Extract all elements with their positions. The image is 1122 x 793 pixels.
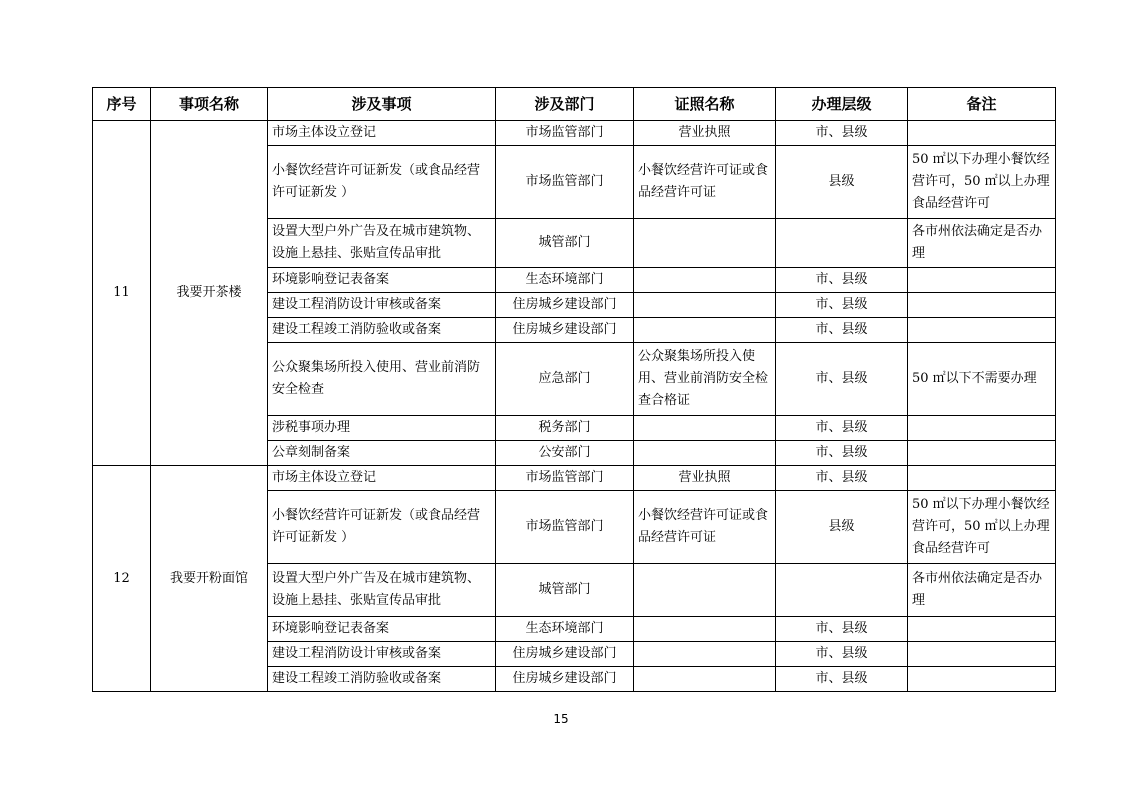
dept-cell: 市场监管部门 xyxy=(496,146,634,219)
item-cell: 设置大型户外广告及在城市建筑物、设施上悬挂、张贴宣传品审批 xyxy=(268,564,496,617)
item-cell: 建设工程消防设计审核或备案 xyxy=(268,293,496,318)
header-dept: 涉及部门 xyxy=(496,88,634,121)
dept-cell: 市场监管部门 xyxy=(496,466,634,491)
table-header-row xyxy=(93,88,1056,121)
note-cell xyxy=(908,617,1056,642)
license-cell xyxy=(634,416,776,441)
dept-cell: 税务部门 xyxy=(496,416,634,441)
note-cell: 50 ㎡以下办理小餐饮经营许可，50 ㎡以上办理食品经营许可 xyxy=(908,146,1056,219)
level-cell: 市、县级 xyxy=(776,318,908,343)
header-name: 事项名称 xyxy=(151,88,268,121)
services-table xyxy=(92,87,1056,692)
level-cell xyxy=(776,564,908,617)
page-number: 15 xyxy=(553,712,569,726)
dept-cell: 住房城乡建设部门 xyxy=(496,318,634,343)
item-cell: 建设工程竣工消防验收或备案 xyxy=(268,318,496,343)
item-cell: 公众聚集场所投入使用、营业前消防安全检查 xyxy=(268,343,496,416)
level-cell: 市、县级 xyxy=(776,441,908,466)
note-cell xyxy=(908,121,1056,146)
note-cell xyxy=(908,268,1056,293)
level-cell xyxy=(776,219,908,268)
item-cell: 公章刻制备案 xyxy=(268,441,496,466)
header-license: 证照名称 xyxy=(634,88,776,121)
level-cell: 市、县级 xyxy=(776,343,908,416)
license-cell: 公众聚集场所投入使用、营业前消防安全检查合格证 xyxy=(634,343,776,416)
header-note: 备注 xyxy=(908,88,1056,121)
dept-cell: 市场监管部门 xyxy=(496,491,634,564)
dept-cell: 市场监管部门 xyxy=(496,121,634,146)
license-cell xyxy=(634,219,776,268)
level-cell: 县级 xyxy=(776,491,908,564)
level-cell: 市、县级 xyxy=(776,121,908,146)
license-cell xyxy=(634,318,776,343)
level-cell: 县级 xyxy=(776,146,908,219)
level-cell: 市、县级 xyxy=(776,268,908,293)
item-cell: 小餐饮经营许可证新发（或食品经营许可证新发 ） xyxy=(268,146,496,219)
license-cell: 小餐饮经营许可证或食品经营许可证 xyxy=(634,146,776,219)
item-cell: 建设工程消防设计审核或备案 xyxy=(268,642,496,667)
note-cell xyxy=(908,318,1056,343)
header-level: 办理层级 xyxy=(776,88,908,121)
item-cell: 小餐饮经营许可证新发（或食品经营许可证新发 ） xyxy=(268,491,496,564)
license-cell xyxy=(634,441,776,466)
note-cell xyxy=(908,642,1056,667)
note-cell xyxy=(908,667,1056,692)
dept-cell: 生态环境部门 xyxy=(496,617,634,642)
dept-cell: 住房城乡建设部门 xyxy=(496,642,634,667)
group-seq-cell: 12 xyxy=(93,466,151,692)
header-item: 涉及事项 xyxy=(268,88,496,121)
group-name-cell: 我要开茶楼 xyxy=(151,121,268,466)
item-cell: 市场主体设立登记 xyxy=(268,121,496,146)
license-cell xyxy=(634,667,776,692)
note-cell xyxy=(908,293,1056,318)
license-cell: 营业执照 xyxy=(634,466,776,491)
group-seq-cell: 11 xyxy=(93,121,151,466)
level-cell: 市、县级 xyxy=(776,416,908,441)
license-cell xyxy=(634,293,776,318)
table-row xyxy=(93,466,1056,491)
license-cell: 小餐饮经营许可证或食品经营许可证 xyxy=(634,491,776,564)
dept-cell: 城管部门 xyxy=(496,564,634,617)
level-cell: 市、县级 xyxy=(776,293,908,318)
level-cell: 市、县级 xyxy=(776,617,908,642)
note-cell xyxy=(908,466,1056,491)
dept-cell: 住房城乡建设部门 xyxy=(496,293,634,318)
dept-cell: 应急部门 xyxy=(496,343,634,416)
item-cell: 设置大型户外广告及在城市建筑物、设施上悬挂、张贴宣传品审批 xyxy=(268,219,496,268)
dept-cell: 住房城乡建设部门 xyxy=(496,667,634,692)
level-cell: 市、县级 xyxy=(776,466,908,491)
dept-cell: 公安部门 xyxy=(496,441,634,466)
license-cell xyxy=(634,642,776,667)
header-seq: 序号 xyxy=(93,88,151,121)
note-cell: 50 ㎡以下办理小餐饮经营许可，50 ㎡以上办理食品经营许可 xyxy=(908,491,1056,564)
item-cell: 环境影响登记表备案 xyxy=(268,268,496,293)
item-cell: 市场主体设立登记 xyxy=(268,466,496,491)
table-body xyxy=(93,121,1056,692)
note-cell xyxy=(908,441,1056,466)
level-cell: 市、县级 xyxy=(776,667,908,692)
note-cell: 各市州依法确定是否办理 xyxy=(908,219,1056,268)
dept-cell: 城管部门 xyxy=(496,219,634,268)
license-cell xyxy=(634,617,776,642)
license-cell xyxy=(634,564,776,617)
license-cell: 营业执照 xyxy=(634,121,776,146)
dept-cell: 生态环境部门 xyxy=(496,268,634,293)
item-cell: 环境影响登记表备案 xyxy=(268,617,496,642)
note-cell: 50 ㎡以下不需要办理 xyxy=(908,343,1056,416)
license-cell xyxy=(634,268,776,293)
group-name-cell: 我要开粉面馆 xyxy=(151,466,268,692)
table-row xyxy=(93,121,1056,146)
note-cell: 各市州依法确定是否办理 xyxy=(908,564,1056,617)
level-cell: 市、县级 xyxy=(776,642,908,667)
item-cell: 建设工程竣工消防验收或备案 xyxy=(268,667,496,692)
note-cell xyxy=(908,416,1056,441)
item-cell: 涉税事项办理 xyxy=(268,416,496,441)
